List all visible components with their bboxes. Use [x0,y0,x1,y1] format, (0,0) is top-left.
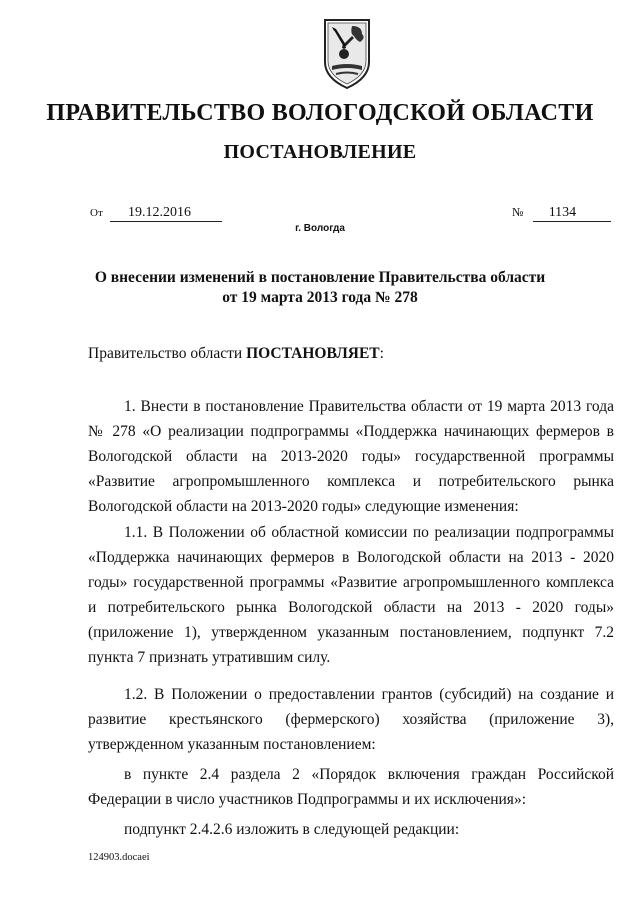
paragraph-1-2: 1.2. В Положении о предоставлении грантов (субсидий) на создание и развитие крестьянского (фермерского) хозяйства (приложение 3), утвержденном указанным постановлением: [88,686,614,753]
opening-end: : [379,345,384,362]
opening-bold: ПОСТАНОВЛЯЕТ [246,345,380,362]
document-date: 19.12.2016 [110,205,222,222]
paragraph-1-1: 1.1. В Положении об областной комиссии по реализации подпрограммы «Поддержка начинающих фермеров в Вологодской области на 2013 - 2020 годы» государственной программы «Развитие агропромышленного комплекса и потребительского рынка Вологодской области на 2013 - 2020 годы» (приложение 1), утвержденном указанным постановлением, подпункт 7.2 пункта 7 признать утратившим силу. [88,524,614,666]
opening-text: Правительство области [88,345,247,362]
date-field [90,204,222,222]
paragraph-2-4: в пункте 2.4 раздела 2 «Порядок включения граждан Российской Федерации в число участников Подпрограммы и их исключения»: [88,766,614,808]
subject-line-1: О внесении изменений в постановление Правительства области [94,269,546,286]
paragraph-2-4-2-6: подпункт 2.4.2.6 изложить в следующей редакции: [124,821,460,838]
opening-paragraph [88,341,614,366]
number-field [512,204,611,222]
paragraph-1: 1. Внести в постановление Правительства области от 19 марта 2013 года № 278 «О реализации подпрограммы «Поддержка начинающих фермеров в Вологодской области на 2013-2020 годы» государственной программы «Развитие агропромышленного комплекса и потребительского рынка Вологодской области на 2013-2020 годы» следующие изменения: [88,398,614,515]
subject-line-2: от 19 марта 2013 года № 278 [222,289,418,306]
document-subject [0,268,640,308]
vologda-oblast-coat-of-arms-icon [322,18,372,90]
document-number: 1134 [533,205,611,222]
city: г. Вологда [295,223,345,234]
date-prefix: От [90,207,103,219]
footer-doc-code: 124903.docaei [88,852,150,863]
document-type: ПОСТАНОВЛЕНИЕ [223,141,417,163]
government-title: ПРАВИТЕЛЬСТВО ВОЛОГОДСКОЙ ОБЛАСТИ [46,100,594,126]
number-prefix: № [512,205,524,219]
